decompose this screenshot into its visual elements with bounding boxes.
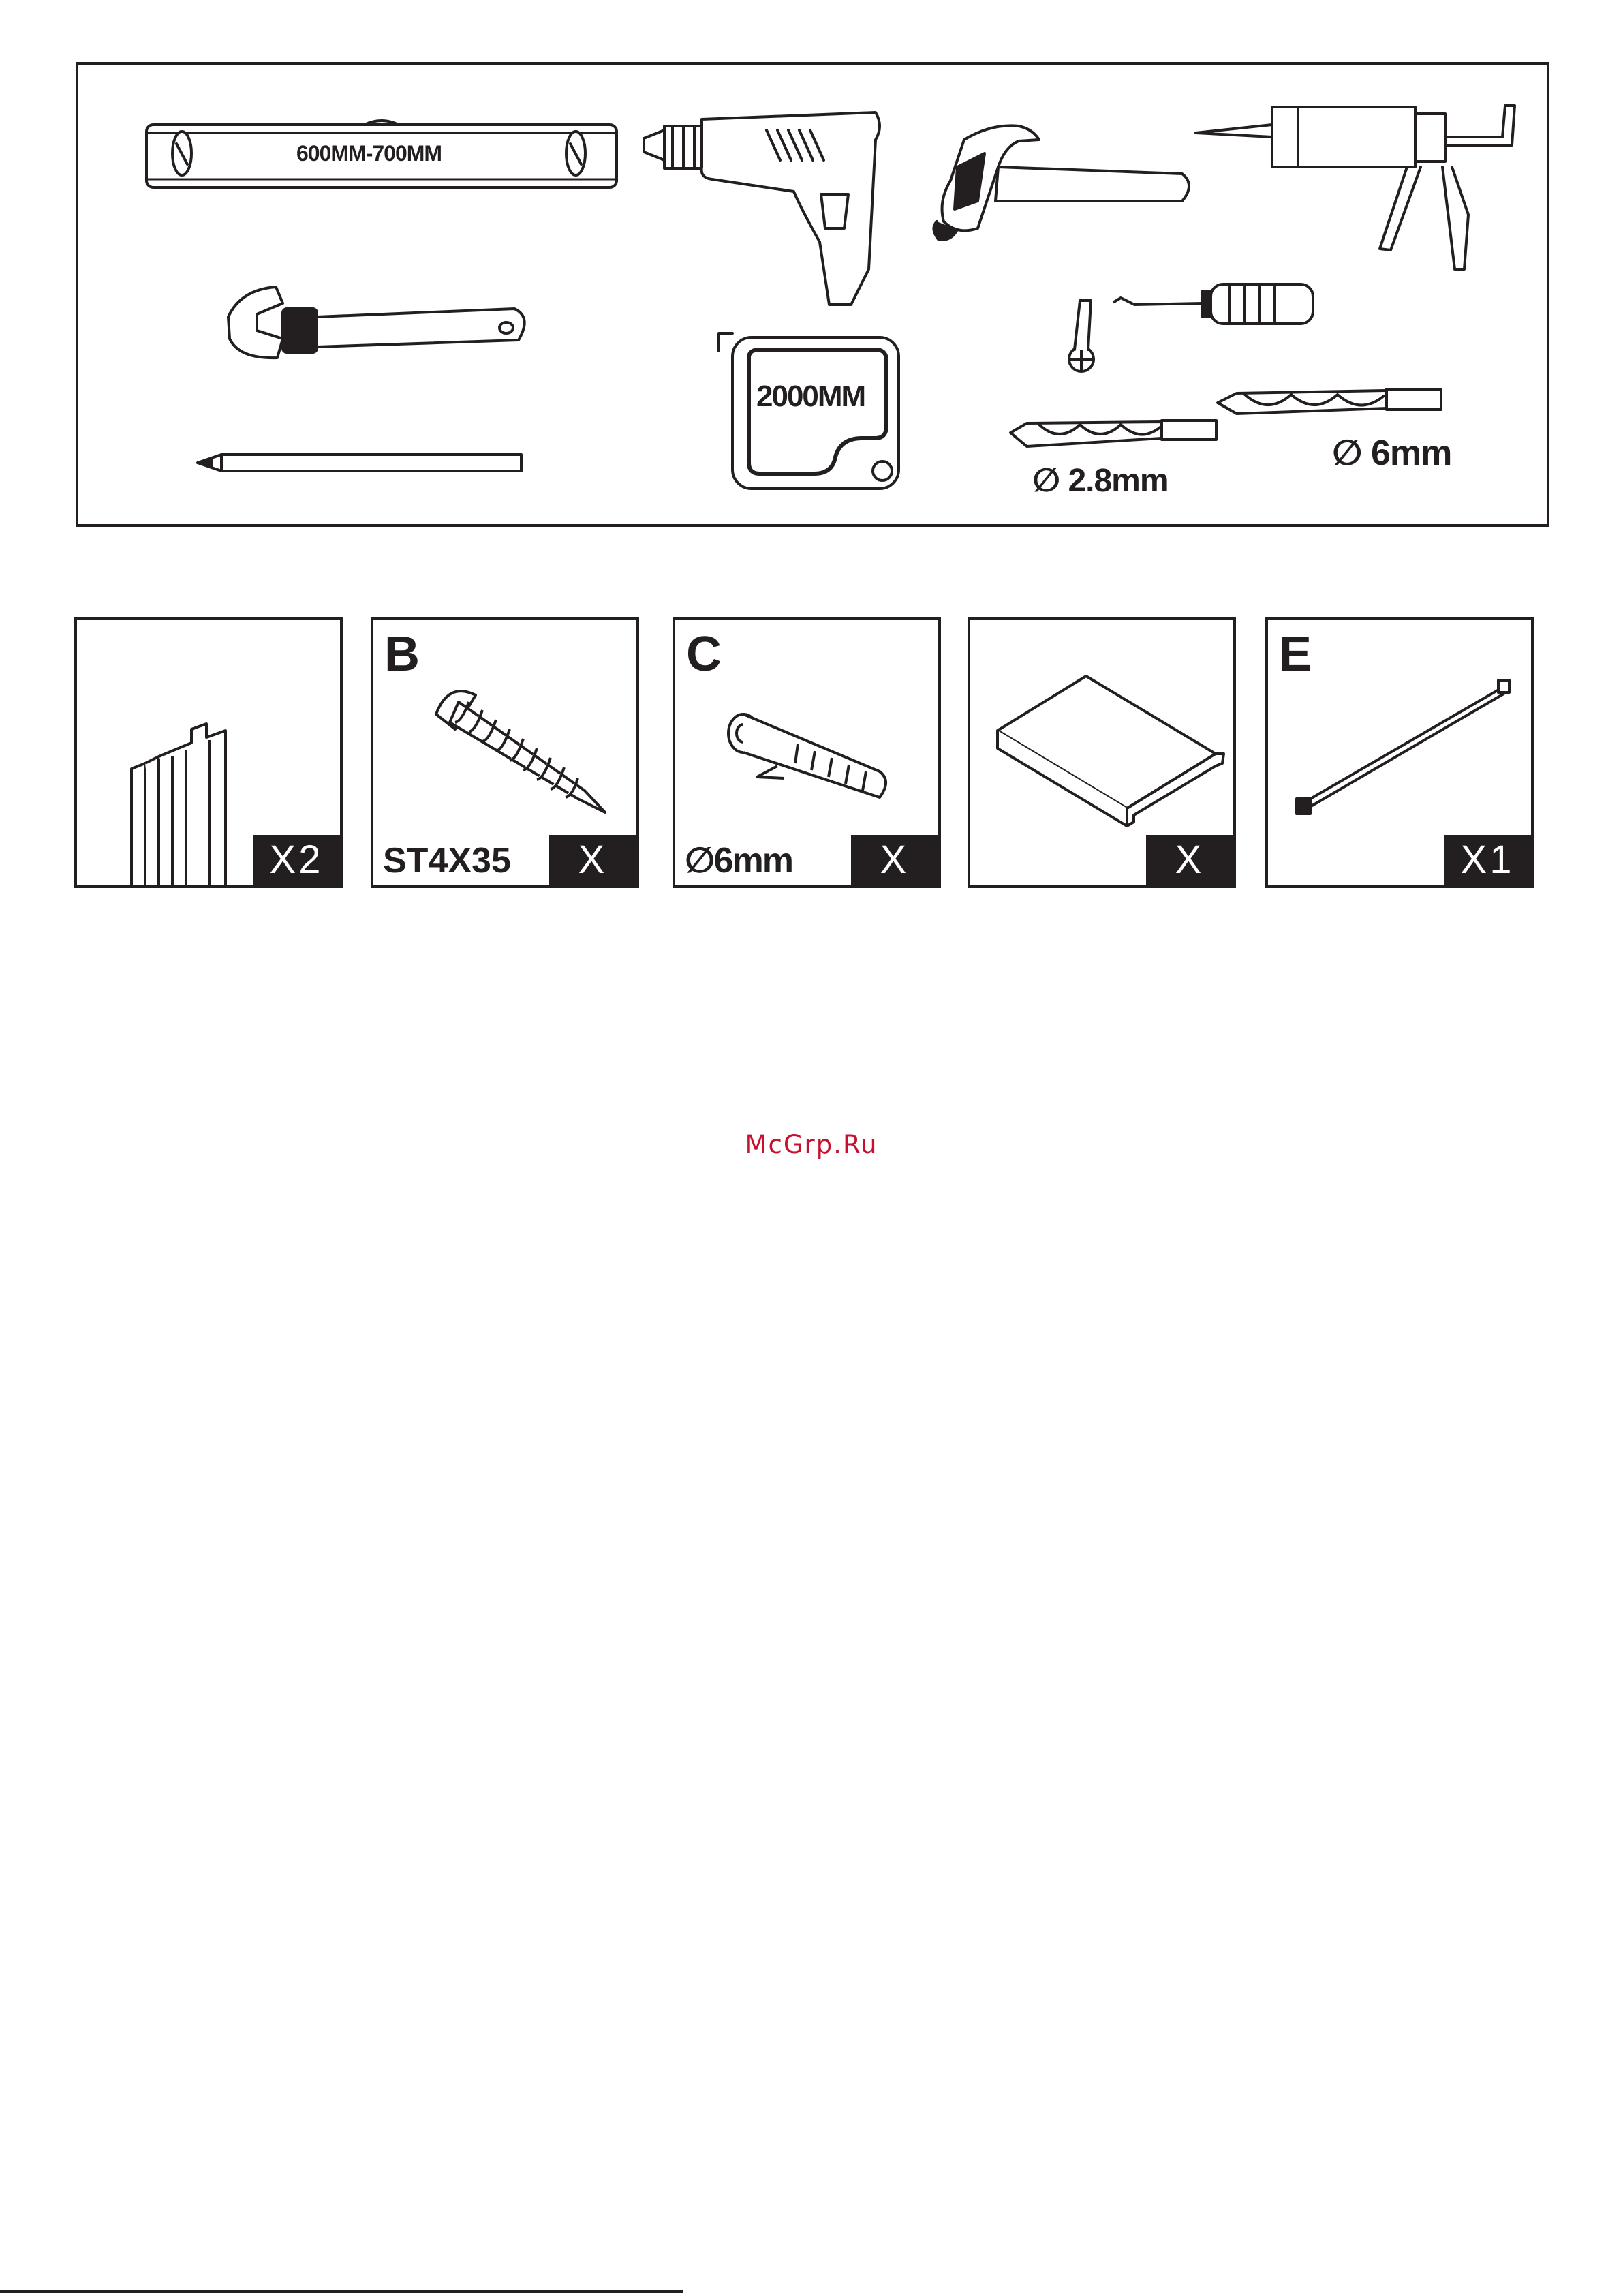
part-quantity: X [549, 835, 636, 885]
screwdriver-icon [1069, 284, 1313, 371]
drill-bit-large-label: ∅ 6mm [1332, 433, 1452, 473]
wrench-icon [228, 287, 525, 358]
tools-illustration [78, 65, 1552, 530]
level-length-label: 600MM-700MM [296, 141, 442, 166]
tools-panel [76, 62, 1549, 527]
part-card-cable-tie [1265, 617, 1534, 888]
part-quantity: X [1146, 835, 1233, 885]
footer-rule [0, 2290, 683, 2293]
hammer-icon [933, 125, 1189, 239]
watermark-text: McGrp.Ru [745, 1130, 878, 1159]
pencil-icon [198, 455, 521, 471]
part-letter: E [1279, 627, 1312, 682]
part-letter: B [384, 627, 420, 682]
part-card-cover-cap [968, 617, 1236, 888]
drill-bit-small-icon [1010, 420, 1216, 446]
part-quantity: X [851, 835, 938, 885]
part-quantity: X2 [253, 835, 340, 885]
caulking-gun-icon [1196, 106, 1515, 269]
drill-icon [644, 112, 880, 305]
part-card-wall-plug [673, 617, 941, 888]
part-card-screw [371, 617, 639, 888]
drill-bit-large-icon [1218, 389, 1441, 414]
tape-length-label: 2000MM [756, 380, 865, 413]
part-spec: ∅6mm [685, 841, 792, 881]
part-card-profile [74, 617, 343, 888]
part-spec: ST4X35 [383, 841, 511, 881]
part-quantity: X1 [1444, 835, 1531, 885]
part-letter: C [686, 627, 722, 682]
drill-bit-small-label: ∅ 2.8mm [1032, 463, 1169, 499]
